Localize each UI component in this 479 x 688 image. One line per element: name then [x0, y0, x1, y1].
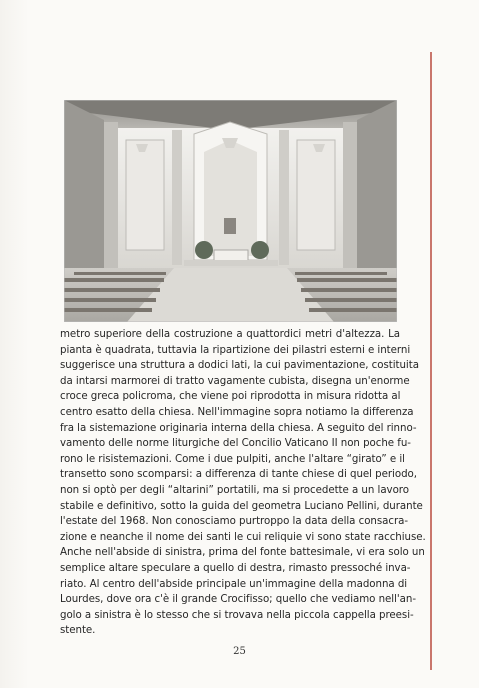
text-line: zione e neanche il nome dei santi le cui reliquie vi sono state racchiuse. [60, 530, 426, 543]
text-line: non si optò per degli “altarini” portatili, ma si procedette a un lavoro [60, 483, 409, 496]
margin-rule [430, 52, 432, 670]
text-line: stente. [60, 624, 96, 637]
text-line: l'estate del 1968. Non conosciamo purtroppo la data della consacra- [60, 515, 409, 528]
text-line: metro superiore della costruzione a quattordici metri d'altezza. La [60, 328, 400, 340]
text-line: centro esatto della chiesa. Nell'immagine sopra notiamo la differenza [60, 405, 414, 418]
page-number: 25 [233, 646, 246, 657]
text-line: fra la sistemazione originaria interna della chiesa. A seguito del rinno- [60, 421, 417, 434]
text-line: transetto sono scomparsi: a differenza di tante chiese di quel periodo, [60, 468, 417, 481]
text-line: semplice altare speculare a quello di destra, rimasto pressoché inva- [60, 561, 411, 574]
text-line: Anche nell'abside di sinistra, prima del fonte battesimale, vi era solo un [60, 546, 425, 559]
text-line: vamento delle norme liturgiche del Concilio Vaticano II non poche fu- [60, 437, 411, 450]
body-paragraph [60, 327, 426, 639]
text-line: Lourdes, dove ora c'è il grande Crocifisso; quello che vediamo nell'an- [60, 593, 416, 606]
text-line: rono le risistemazioni. Come i due pulpiti, anche l'altare “girato” e il [60, 452, 405, 465]
text-line: pianta è quadrata, tuttavia la ripartizione dei pilastri esterni e interni [60, 343, 411, 356]
text-line: riato. Al centro dell'abside principale un'immagine della madonna di [60, 577, 408, 590]
church-interior-photo [64, 100, 397, 322]
text-line: stabile e definitivo, sotto la guida del geometra Luciano Pellini, durante [60, 499, 423, 512]
text-line: suggerisce una struttura a dodici lati, la cui pavimentazione, costituita [60, 359, 419, 372]
text-line: golo a sinistra è lo stesso che si trovava nella piccola cappella preesi- [60, 608, 414, 621]
text-line: da intarsi marmorei di tratto vagamente cubista, disegna un'enorme [60, 374, 410, 387]
text-line: croce greca policroma, che viene poi riprodotta in misura ridotta al [60, 390, 401, 403]
